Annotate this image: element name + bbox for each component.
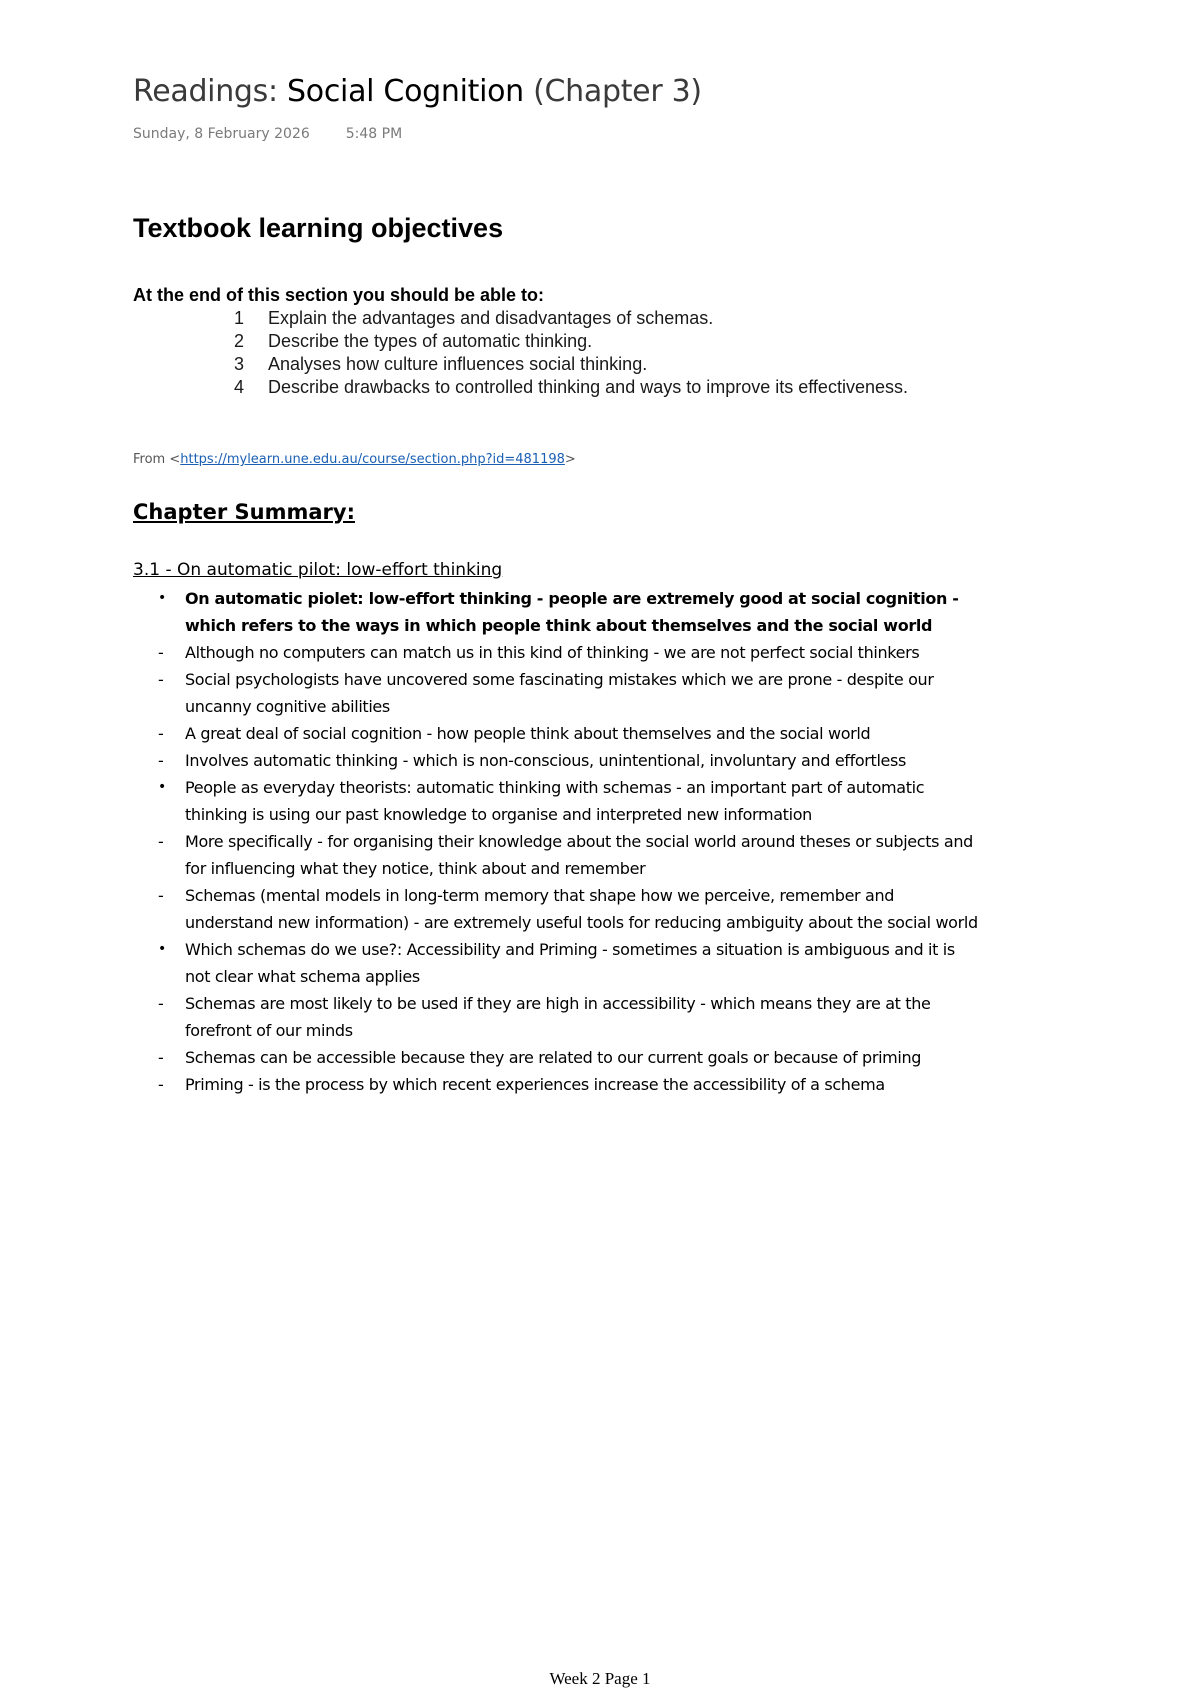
objective-number: 2: [234, 331, 245, 351]
summary-item-text: Schemas (mental models in long-term memory that shape how we perceive, remember and understand new information) - are extremely useful tools for reducing ambiguity about the social world: [185, 886, 978, 932]
page-datetime: [133, 126, 402, 142]
dash-marker: -: [158, 832, 164, 851]
objectives-list: [133, 307, 913, 399]
summary-item-text: On automatic piolet: low-effort thinking - people are extremely good at social cognition - which refers to the ways in which people think about themselves and the social world: [185, 589, 959, 635]
summary-item-text: A great deal of social cognition - how people think about themselves and the social world: [185, 724, 871, 743]
title-main: Social Cognition: [287, 74, 524, 109]
summary-item: [133, 585, 983, 639]
source-line: [133, 452, 576, 467]
bullet-marker: •: [158, 779, 166, 795]
page-time: 5:48 PM: [345, 126, 403, 142]
summary-item-text: Schemas can be accessible because they are related to our current goals or because of priming: [185, 1048, 922, 1067]
summary-item-text: Schemas are most likely to be used if they are high in accessibility - which means they are at the forefront of our minds: [185, 994, 931, 1040]
source-prefix: From <: [133, 452, 181, 467]
objective-item: [234, 353, 913, 376]
dash-marker: -: [158, 1048, 164, 1067]
dash-marker: -: [158, 751, 164, 770]
objective-item: [234, 376, 913, 399]
bullet-marker: •: [158, 590, 166, 606]
page-title: [133, 74, 702, 109]
objectives-intro: At the end of this section you should be able to:: [133, 285, 545, 305]
summary-item-text: Which schemas do we use?: Accessibility and Priming - sometimes a situation is ambiguous and it is not clear what schema applies: [185, 940, 955, 986]
summary-item-text: More specifically - for organising their knowledge about the social world around theses or subjects and for influencing what they notice, think about and remember: [185, 832, 973, 878]
dash-marker: -: [158, 994, 164, 1013]
title-suffix: (Chapter 3): [523, 74, 702, 109]
summary-item: [133, 990, 983, 1044]
page-date: Sunday, 8 February 2026: [133, 126, 310, 142]
summary-item: [133, 1071, 983, 1098]
subsection-title: 3.1 - On automatic pilot: low-effort thinking: [133, 560, 503, 580]
objectives-block: [133, 284, 913, 399]
summary-item: [133, 828, 983, 882]
objective-number: 4: [234, 377, 245, 397]
summary-item-text: Social psychologists have uncovered some fascinating mistakes which we are prone - despite our uncanny cognitive abilities: [185, 670, 934, 716]
objective-number: 3: [234, 354, 245, 374]
summary-item: [133, 1044, 983, 1071]
objective-item: [234, 330, 913, 353]
summary-item: [133, 774, 983, 828]
summary-item: [133, 882, 983, 936]
summary-item: [133, 639, 983, 666]
dash-marker: -: [158, 724, 164, 743]
summary-item: [133, 666, 983, 720]
dash-marker: -: [158, 886, 164, 905]
dash-marker: -: [158, 670, 164, 689]
summary-item: [133, 747, 983, 774]
source-link[interactable]: https://mylearn.une.edu.au/course/section.php?id=481198: [180, 452, 565, 467]
objective-text: Explain the advantages and disadvantages of schemas.: [268, 308, 714, 328]
summary-item-text: Although no computers can match us in this kind of thinking - we are not perfect social thinkers: [185, 643, 920, 662]
objective-text: Describe drawbacks to controlled thinking and ways to improve its effectiveness.: [268, 377, 908, 397]
summary-list: [133, 585, 983, 1098]
summary-item-text: Priming - is the process by which recent experiences increase the accessibility of a schema: [185, 1075, 885, 1094]
dash-marker: -: [158, 643, 164, 662]
objective-text: Analyses how culture influences social thinking.: [268, 354, 648, 374]
source-suffix: >: [564, 452, 576, 467]
objective-text: Describe the types of automatic thinking.: [268, 331, 593, 351]
title-prefix: Readings:: [133, 74, 288, 109]
objective-number: 1: [234, 308, 245, 328]
page-footer: Week 2 Page 1: [549, 1669, 651, 1688]
summary-item: [133, 720, 983, 747]
summary-heading: Chapter Summary:: [133, 500, 355, 524]
objectives-heading: Textbook learning objectives: [133, 213, 504, 243]
summary-item-text: People as everyday theorists: automatic thinking with schemas - an important part of automatic thinking is using our past knowledge to organise and interpreted new information: [185, 778, 925, 824]
summary-item: [133, 936, 983, 990]
objective-item: [234, 307, 913, 330]
dash-marker: -: [158, 1075, 164, 1094]
bullet-marker: •: [158, 941, 166, 957]
summary-item-text: Involves automatic thinking - which is non-conscious, unintentional, involuntary and effortless: [185, 751, 907, 770]
